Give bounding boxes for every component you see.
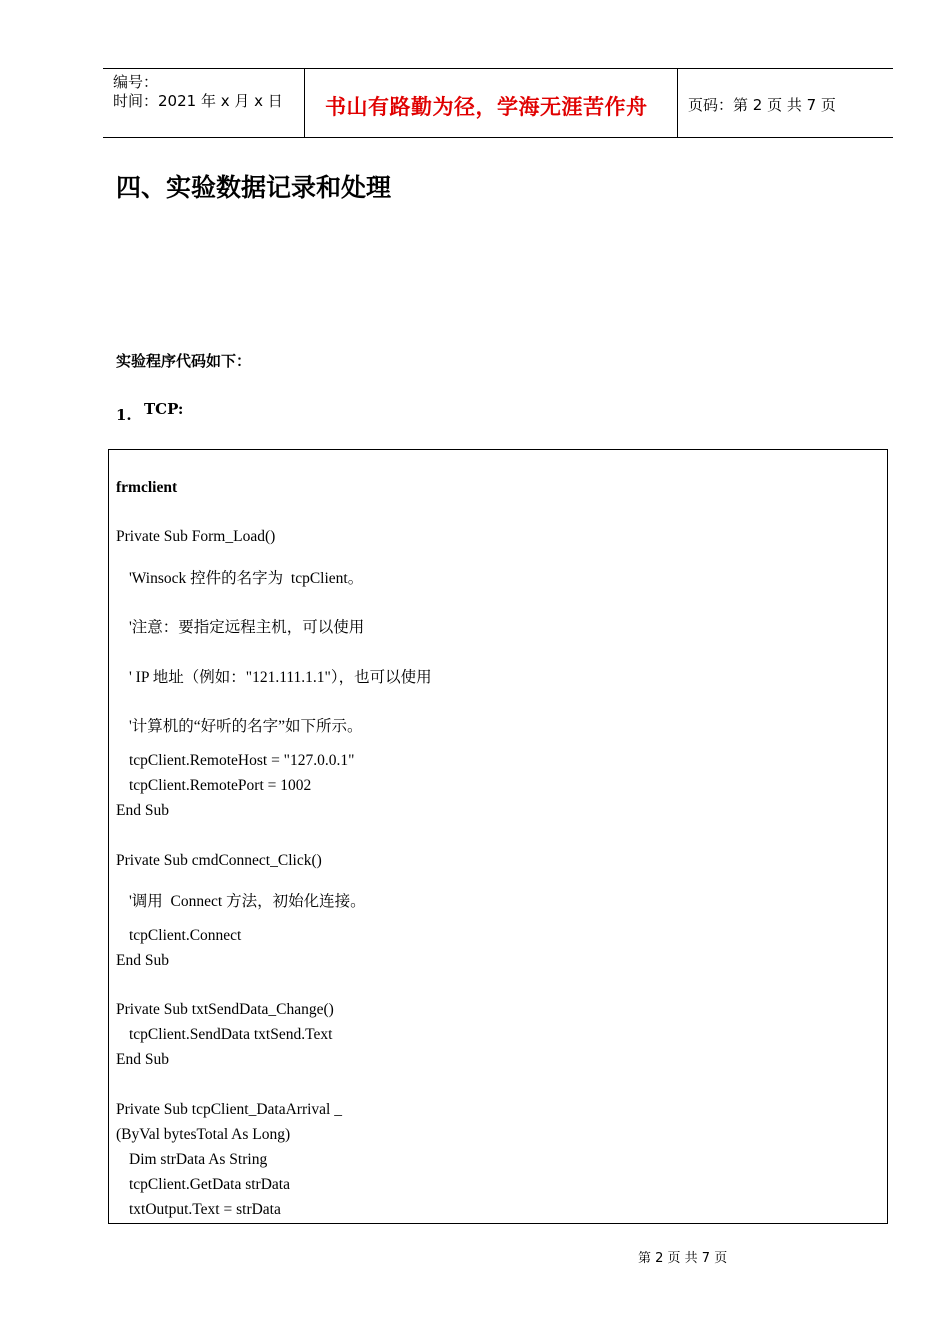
page-header <box>103 68 893 138</box>
code-line: txtOutput.Text = strData <box>129 1201 281 1218</box>
code-line: ' IP 地址（例如："121.111.1.1"），也可以使用 <box>129 669 432 686</box>
code-line: 'Winsock 控件的名字为 tcpClient。 <box>129 570 364 587</box>
code-line: Private Sub tcpClient_DataArrival _ <box>116 1101 342 1118</box>
code-line: Dim strData As String <box>129 1151 268 1168</box>
code-line: (ByVal bytesTotal As Long) <box>116 1126 291 1143</box>
header-page-info: 页码：第 2 页 共 7 页 <box>688 96 836 114</box>
code-line: frmclient <box>116 479 178 496</box>
code-line: '计算机的“好听的名字”如下所示。 <box>129 718 363 735</box>
header-meta-cell <box>103 69 305 137</box>
code-line: tcpClient.Connect <box>129 927 242 944</box>
item-label: TCP: <box>144 400 184 418</box>
code-box <box>108 449 888 1224</box>
code-line: '调用 Connect 方法，初始化连接。 <box>129 893 366 910</box>
code-line: End Sub <box>116 1051 169 1068</box>
header-motto-cell <box>305 69 678 137</box>
page-footer: 第 2 页 共 7 页 <box>638 1251 728 1266</box>
document-time-label: 时间：2021 年 x 月 x 日 <box>113 92 283 110</box>
code-line: Private Sub Form_Load() <box>116 528 276 545</box>
code-line: End Sub <box>116 802 169 819</box>
code-line: tcpClient.GetData strData <box>129 1176 290 1193</box>
code-line: End Sub <box>116 952 169 969</box>
header-page-cell <box>678 69 893 137</box>
code-line: Private Sub cmdConnect_Click() <box>116 852 322 869</box>
section-title: 四、实验数据记录和处理 <box>116 173 392 202</box>
code-line: '注意：要指定远程主机，可以使用 <box>129 619 365 636</box>
header-motto: 书山有路勤为径，学海无涯苦作舟 <box>325 95 648 119</box>
code-line: Private Sub txtSendData_Change() <box>116 1001 334 1018</box>
code-line: tcpClient.RemoteHost = "127.0.0.1" <box>129 752 355 769</box>
item-number: 1. <box>116 406 132 424</box>
code-line: tcpClient.SendData txtSend.Text <box>129 1026 333 1043</box>
code-intro: 实验程序代码如下： <box>116 352 252 370</box>
code-line: tcpClient.RemotePort = 1002 <box>129 777 312 794</box>
document-number-label: 编号： <box>113 73 159 91</box>
